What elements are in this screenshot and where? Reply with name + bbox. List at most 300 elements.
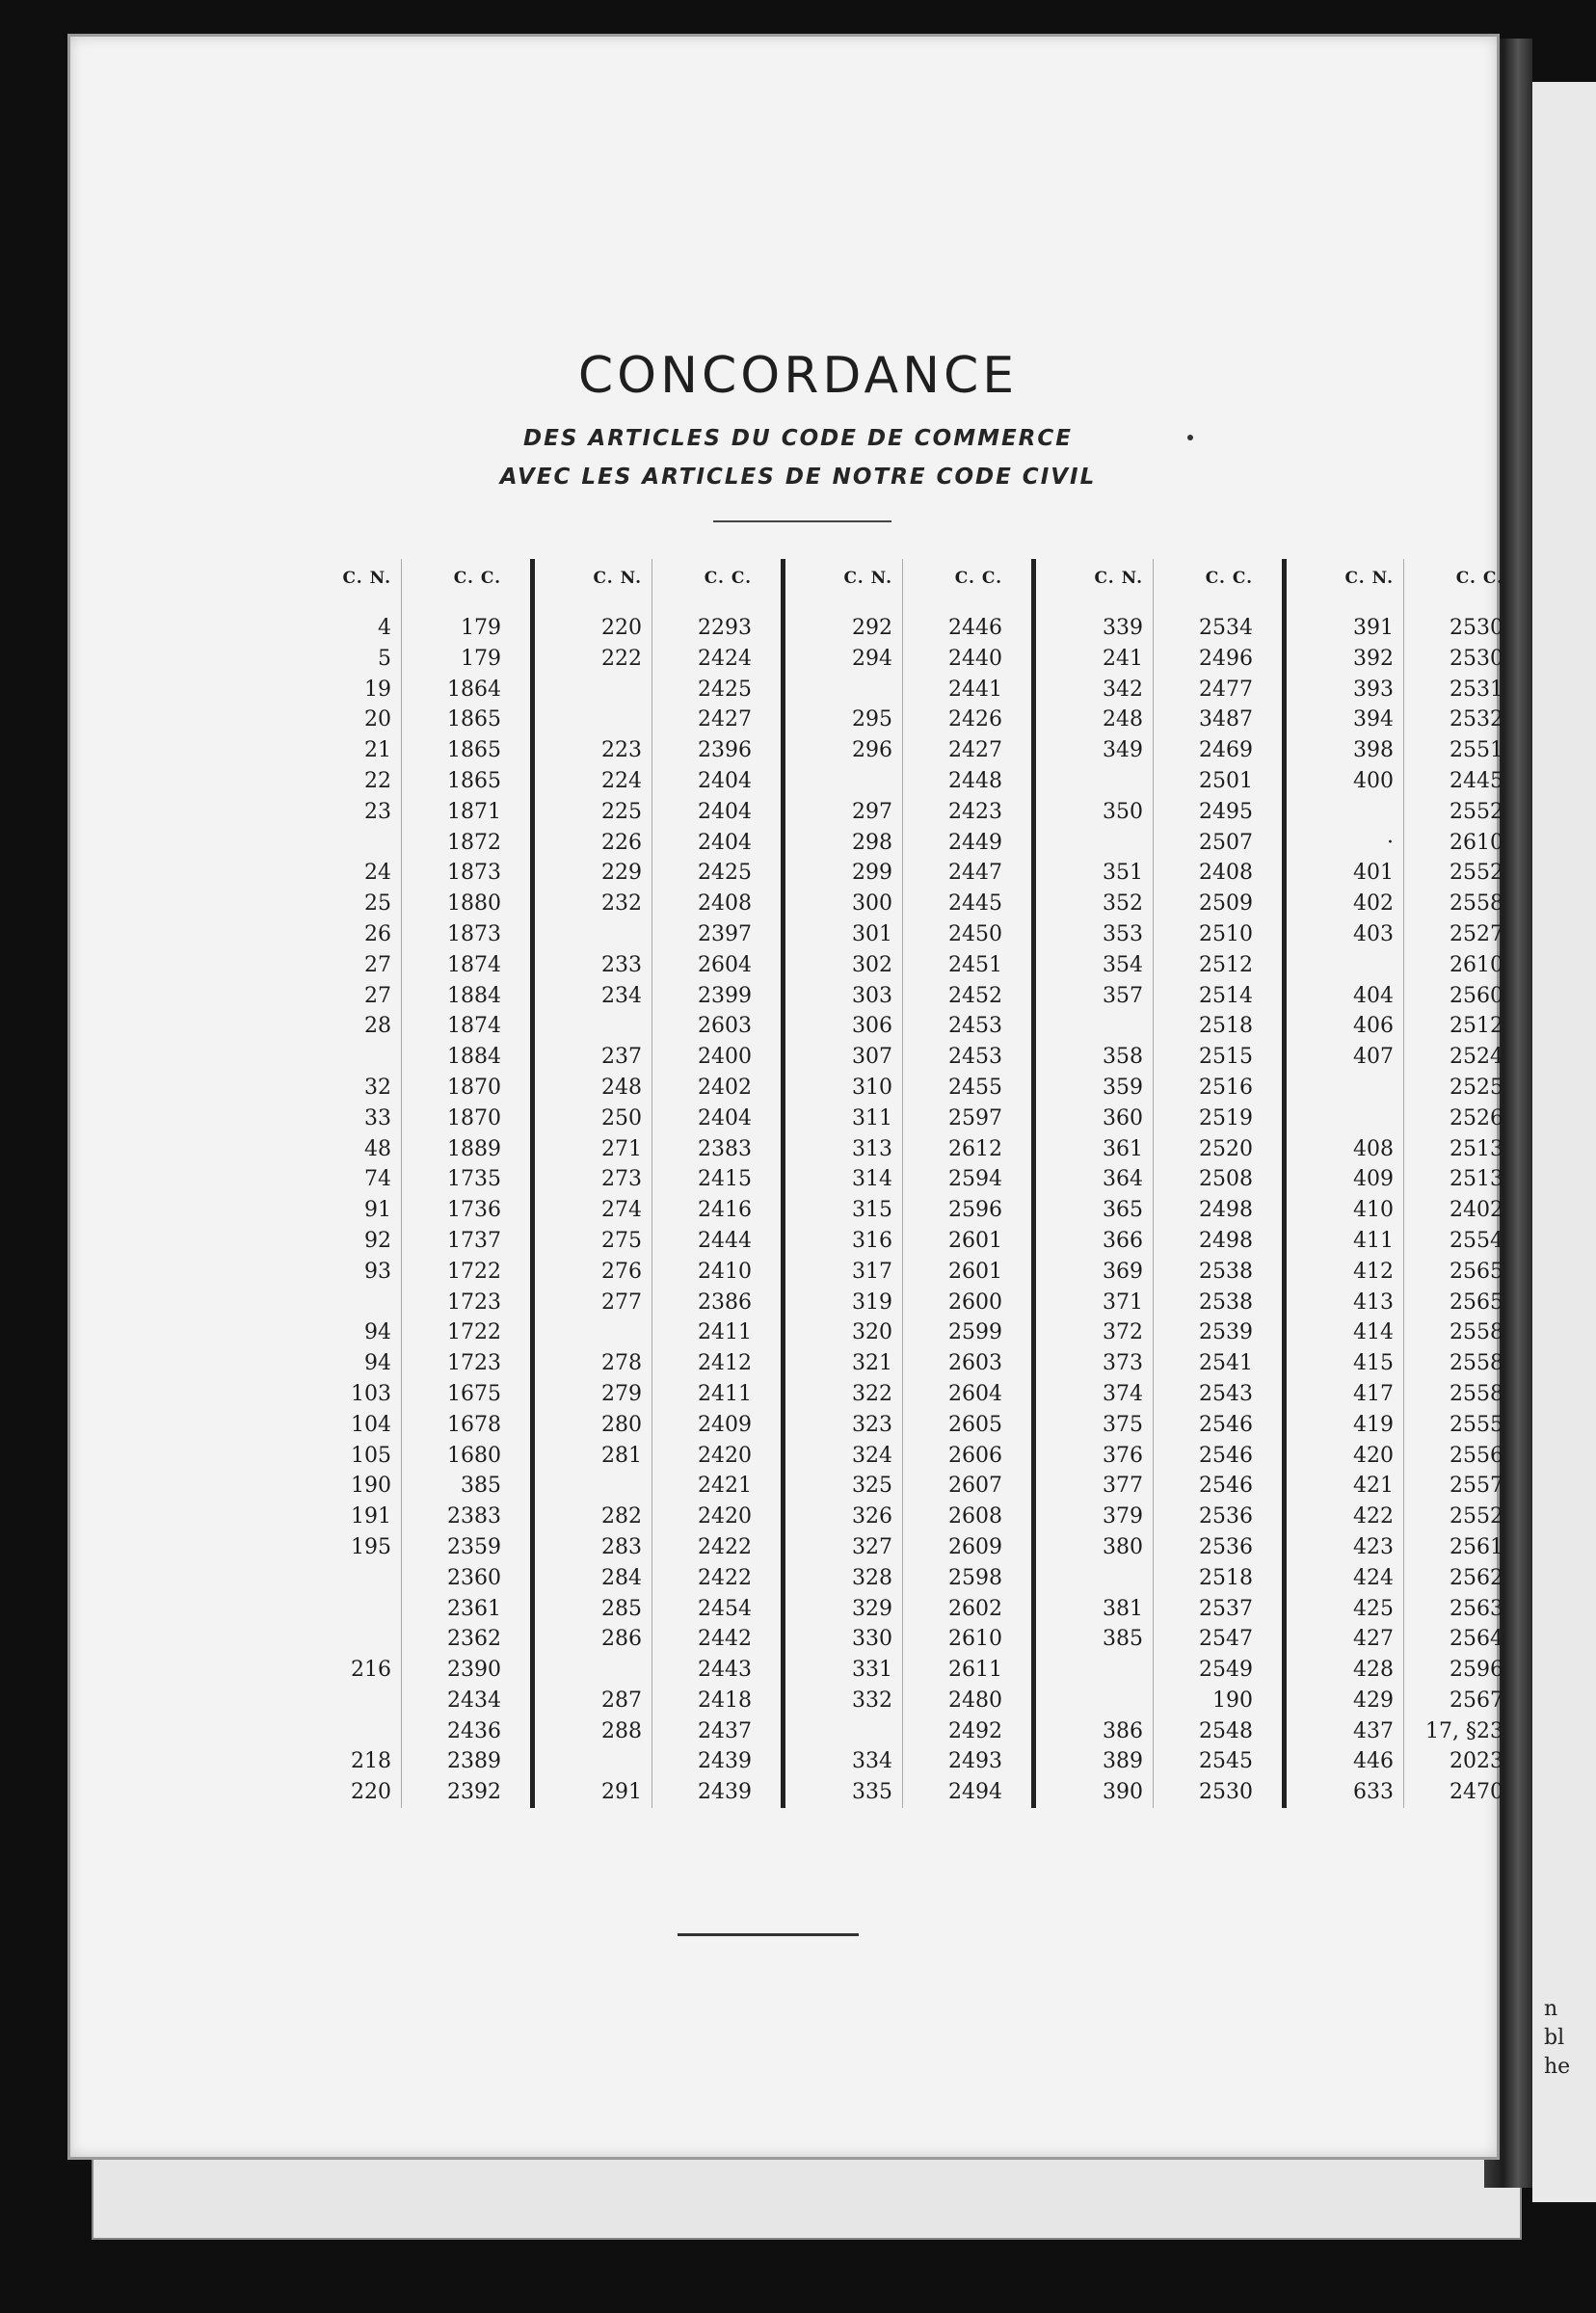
table-cell: 21 [364, 738, 391, 763]
table-cell: 1889 [447, 1136, 501, 1161]
table-cell: 2411 [698, 1381, 752, 1406]
table-cell: 2439 [698, 1749, 752, 1774]
table-cell: 2408 [698, 891, 752, 917]
table-cell: 2599 [948, 1320, 1002, 1345]
table-cell: 2469 [1199, 738, 1253, 763]
table-cell: 2386 [698, 1289, 752, 1315]
table-cell: 339 [1103, 616, 1143, 640]
table-cell: · [1387, 830, 1394, 855]
column-header: C. C. [453, 569, 501, 588]
table-cell: 326 [852, 1504, 892, 1529]
table-cell: 2508 [1199, 1167, 1253, 1192]
column-group [530, 559, 781, 1808]
table-cell: 285 [601, 1596, 642, 1621]
table-cell: 300 [852, 891, 892, 917]
table-cell: 283 [601, 1534, 642, 1559]
subtitle-line-1: DES ARTICLES DU CODE DE COMMERCE [523, 426, 1073, 451]
table-cell: 2546 [1199, 1443, 1253, 1468]
table-cell: 1678 [447, 1412, 501, 1437]
column-group [284, 559, 530, 1808]
table-cell: 357 [1103, 983, 1143, 1008]
table-cell [1044, 1686, 1143, 1716]
table-cell: 2404 [698, 830, 752, 855]
table-cell: 2530 [1450, 616, 1503, 640]
table-cell: 325 [852, 1474, 892, 1499]
table-cell: 3487 [1199, 707, 1253, 732]
table-cell: 2415 [698, 1167, 752, 1192]
column-header: C. N. [1344, 569, 1394, 588]
table-cell: 2409 [698, 1412, 752, 1437]
code-civil-column [1403, 559, 1525, 1808]
table-cell: 2422 [698, 1565, 752, 1590]
table-cell: 1680 [447, 1443, 501, 1468]
table-cell: 222 [601, 646, 642, 671]
table-cell: 2493 [948, 1749, 1002, 1774]
table-cell: 2495 [1199, 799, 1253, 824]
table-cell: 2541 [1199, 1351, 1253, 1376]
table-cell: 391 [1353, 616, 1394, 640]
table-cell: 2383 [698, 1136, 752, 1161]
table-cell: 278 [601, 1351, 642, 1376]
table-cell: 2562 [1450, 1565, 1503, 1590]
table-cell: 2390 [447, 1658, 501, 1683]
table-cell [543, 1011, 642, 1042]
table-cell: 2362 [447, 1627, 501, 1652]
table-cell: 354 [1103, 952, 1143, 977]
table-cell: 2501 [1199, 768, 1253, 793]
table-cell: 2399 [698, 983, 752, 1008]
table-cell: 2492 [948, 1718, 1002, 1743]
table-cell: 190 [1212, 1688, 1253, 1713]
table-cell: 2558 [1450, 1320, 1503, 1345]
table-cell: 389 [1103, 1749, 1143, 1774]
table-cell: 2446 [948, 616, 1002, 640]
table-cell: 403 [1353, 921, 1394, 946]
table-cell: 1735 [447, 1167, 501, 1192]
table-cell: 276 [601, 1259, 642, 1284]
table-cell: 2424 [698, 646, 752, 671]
table-cell: 413 [1353, 1289, 1394, 1315]
table-cell: 2600 [948, 1289, 1002, 1315]
table-cell: 2412 [698, 1351, 752, 1376]
table-cell: 2524 [1450, 1045, 1503, 1070]
table-cell: 2507 [1199, 830, 1253, 855]
table-cell: 2494 [948, 1780, 1002, 1805]
table-cell: 2420 [698, 1443, 752, 1468]
table-cell: 2425 [698, 677, 752, 702]
table-cell [793, 766, 892, 797]
table-cell: 428 [1353, 1658, 1394, 1683]
table-cell: 281 [601, 1443, 642, 1468]
table-cell: 2454 [698, 1596, 752, 1621]
subtitle-line-2: AVEC LES ARTICLES DE NOTRE CODE CIVIL [499, 465, 1097, 490]
table-cell: 358 [1103, 1045, 1143, 1070]
column-group [781, 559, 1031, 1808]
table-cell: 2426 [948, 707, 1002, 732]
table-cell: 1675 [447, 1381, 501, 1406]
table-cell: 316 [852, 1228, 892, 1253]
table-cell: 2604 [948, 1381, 1002, 1406]
table-cell: 320 [852, 1320, 892, 1345]
table-cell: 275 [601, 1228, 642, 1253]
table-cell: 2546 [1199, 1412, 1253, 1437]
table-cell: 2449 [948, 830, 1002, 855]
table-cell: 250 [601, 1105, 642, 1130]
table-cell: 411 [1353, 1228, 1394, 1253]
table-cell: 315 [852, 1198, 892, 1223]
page-title: CONCORDANCE [577, 347, 1019, 405]
table-cell: 2360 [447, 1565, 501, 1590]
table-cell: 220 [351, 1780, 391, 1805]
table-cell: 284 [601, 1565, 642, 1590]
table-cell: 398 [1353, 738, 1394, 763]
table-cell: 322 [852, 1381, 892, 1406]
table-cell: 372 [1103, 1320, 1143, 1345]
table-cell: 327 [852, 1534, 892, 1559]
table-cell: 2526 [1450, 1105, 1503, 1130]
table-cell: 1884 [447, 1045, 501, 1070]
table-cell: 2554 [1450, 1228, 1503, 1253]
table-cell: 2470 [1450, 1780, 1503, 1805]
table-cell: 1723 [447, 1351, 501, 1376]
table-cell: 282 [601, 1504, 642, 1529]
table-cell: 2404 [698, 768, 752, 793]
table-cell: 277 [601, 1289, 642, 1315]
table-cell: 1884 [447, 983, 501, 1008]
table-cell: 2445 [948, 891, 1002, 917]
table-cell: 2514 [1199, 983, 1253, 1008]
table-cell: 2447 [948, 861, 1002, 886]
table-cell [292, 1716, 391, 1747]
speck-mark [1187, 435, 1193, 440]
table-cell: 1865 [447, 768, 501, 793]
table-cell: 91 [364, 1198, 391, 1223]
table-cell: 390 [1103, 1780, 1143, 1805]
table-cell: 233 [601, 952, 642, 977]
table-cell: 2606 [948, 1443, 1002, 1468]
table-cell: 1722 [447, 1320, 501, 1345]
table-cell: 374 [1103, 1381, 1143, 1406]
table-cell: 2516 [1199, 1075, 1253, 1100]
table-cell: 2558 [1450, 891, 1503, 917]
code-civil-column [902, 559, 1024, 1808]
table-cell [543, 1317, 642, 1348]
table-cell: 349 [1103, 738, 1143, 763]
table-cell: 2418 [698, 1688, 752, 1713]
table-cell: 2513 [1450, 1167, 1503, 1192]
table-cell: 303 [852, 983, 892, 1008]
table-cell: 415 [1353, 1351, 1394, 1376]
table-cell: 410 [1353, 1198, 1394, 1223]
table-cell: 27 [364, 983, 391, 1008]
title-divider [713, 520, 891, 522]
table-cell: 2598 [948, 1565, 1002, 1590]
table-cell [1044, 828, 1143, 859]
table-cell: 313 [852, 1136, 892, 1161]
table-cell: 2530 [1450, 646, 1503, 671]
neighbor-text-line: n [1544, 1997, 1558, 2021]
code-napoleon-column [1294, 559, 1403, 1808]
table-cell: 2397 [698, 921, 752, 946]
table-cell: 274 [601, 1198, 642, 1223]
table-cell [292, 1594, 391, 1625]
table-cell: 2558 [1450, 1351, 1503, 1376]
table-cell: 301 [852, 921, 892, 946]
table-cell: 412 [1353, 1259, 1394, 1284]
table-cell: 2567 [1450, 1688, 1503, 1713]
table-cell: 409 [1353, 1167, 1394, 1192]
table-cell: 2452 [948, 983, 1002, 1008]
table-cell: 295 [852, 707, 892, 732]
table-cell: 2537 [1199, 1596, 1253, 1621]
table-cell: 2556 [1450, 1443, 1503, 1468]
table-cell: 369 [1103, 1259, 1143, 1284]
table-cell: 359 [1103, 1075, 1143, 1100]
table-cell: 2383 [447, 1504, 501, 1529]
table-cell: 1873 [447, 861, 501, 886]
table-cell: 329 [852, 1596, 892, 1621]
table-cell: 19 [364, 677, 391, 702]
table-cell: 364 [1103, 1167, 1143, 1192]
table-cell: 1864 [447, 677, 501, 702]
table-cell: 2498 [1199, 1228, 1253, 1253]
table-cell: 331 [852, 1658, 892, 1683]
column-header: C. C. [954, 569, 1002, 588]
table-cell: 2551 [1450, 738, 1503, 763]
table-cell: 1872 [447, 830, 501, 855]
table-cell: 234 [601, 983, 642, 1008]
table-cell: 2605 [948, 1412, 1002, 1437]
table-cell: 104 [351, 1412, 391, 1437]
table-cell: 218 [351, 1749, 391, 1774]
table-cell: 2543 [1199, 1381, 1253, 1406]
table-cell: 2396 [698, 738, 752, 763]
table-cell: 2610 [1450, 830, 1503, 855]
table-cell: 23 [364, 799, 391, 824]
column-group [1031, 559, 1282, 1808]
code-napoleon-column [793, 559, 902, 1808]
table-cell: 2518 [1199, 1014, 1253, 1039]
table-cell: 2609 [948, 1534, 1002, 1559]
table-cell: 27 [364, 952, 391, 977]
table-cell: 2538 [1199, 1259, 1253, 1284]
table-cell: 288 [601, 1718, 642, 1743]
table-cell: 33 [364, 1105, 391, 1130]
table-cell: 2434 [447, 1688, 501, 1713]
table-cell: 2515 [1199, 1045, 1253, 1070]
table-cell: 317 [852, 1259, 892, 1284]
table-cell: 381 [1103, 1596, 1143, 1621]
table-cell: 1874 [447, 952, 501, 977]
table-cell: 179 [461, 616, 501, 640]
table-cell: 2608 [948, 1504, 1002, 1529]
neighbor-page-text [1544, 1995, 1570, 2082]
table-cell: 2509 [1199, 891, 1253, 917]
table-cell: 25 [364, 891, 391, 917]
table-cell: 342 [1103, 677, 1143, 702]
table-cell: 2563 [1450, 1596, 1503, 1621]
table-cell: 287 [601, 1688, 642, 1713]
table-cell: 417 [1353, 1381, 1394, 1406]
table-cell: 1870 [447, 1075, 501, 1100]
table-cell: 2451 [948, 952, 1002, 977]
table-cell: 406 [1353, 1014, 1394, 1039]
table-cell: 365 [1103, 1198, 1143, 1223]
table-cell: 2512 [1199, 952, 1253, 977]
table-cell: 334 [852, 1749, 892, 1774]
table-cell [793, 1716, 892, 1747]
table-cell: 2480 [948, 1688, 1002, 1713]
table-cell: 2437 [698, 1718, 752, 1743]
table-cell [543, 675, 642, 705]
table-cell: 190 [351, 1474, 391, 1499]
table-cell: 2597 [948, 1105, 1002, 1130]
column-header: C. N. [593, 569, 642, 588]
table-cell: 393 [1353, 677, 1394, 702]
table-cell: 408 [1353, 1136, 1394, 1161]
table-cell: 103 [351, 1381, 391, 1406]
table-cell: 92 [364, 1228, 391, 1253]
table-cell: 291 [601, 1780, 642, 1805]
table-cell: 2402 [1450, 1198, 1503, 1223]
table-cell: 1874 [447, 1014, 501, 1039]
table-cell: 1723 [447, 1289, 501, 1315]
table-cell: 2596 [1450, 1658, 1503, 1683]
table-cell: 330 [852, 1627, 892, 1652]
table-cell: 2552 [1450, 799, 1503, 824]
table-cell: 2411 [698, 1320, 752, 1345]
table-cell: 292 [852, 616, 892, 640]
table-cell: 2538 [1199, 1289, 1253, 1315]
table-cell: 191 [351, 1504, 391, 1529]
table-cell: 2513 [1450, 1136, 1503, 1161]
table-cell [1044, 1011, 1143, 1042]
table-cell: 2400 [698, 1045, 752, 1070]
table-cell: 224 [601, 768, 642, 793]
table-cell: 2392 [447, 1780, 501, 1805]
table-cell: 350 [1103, 799, 1143, 824]
neighbor-text-line: bl [1544, 2026, 1565, 2050]
table-cell: 360 [1103, 1105, 1143, 1130]
table-cell: 2444 [698, 1228, 752, 1253]
table-cell: 2427 [698, 707, 752, 732]
table-cell: 2601 [948, 1259, 1002, 1284]
table-cell: 2453 [948, 1045, 1002, 1070]
table-cell: 422 [1353, 1504, 1394, 1529]
table-cell: 437 [1353, 1718, 1394, 1743]
table-cell: 351 [1103, 861, 1143, 886]
table-cell [543, 919, 642, 950]
table-cell: 1736 [447, 1198, 501, 1223]
column-header: C. C. [704, 569, 752, 588]
table-cell [1294, 1073, 1394, 1103]
table-cell: 2404 [698, 1105, 752, 1130]
table-cell: 429 [1353, 1688, 1394, 1713]
table-cell: 2547 [1199, 1627, 1253, 1652]
column-header: C. N. [843, 569, 892, 588]
table-cell: 2594 [948, 1167, 1002, 1192]
table-cell: 226 [601, 830, 642, 855]
table-cell: 279 [601, 1381, 642, 1406]
table-cell: 332 [852, 1688, 892, 1713]
bottom-divider [678, 1933, 859, 1936]
table-cell: 375 [1103, 1412, 1143, 1437]
table-cell: 2440 [948, 646, 1002, 671]
table-cell: 48 [364, 1136, 391, 1161]
table-cell [292, 1042, 391, 1073]
table-cell: 2293 [698, 616, 752, 640]
table-cell: 424 [1353, 1565, 1394, 1590]
table-cell: 319 [852, 1289, 892, 1315]
table-cell: 427 [1353, 1627, 1394, 1652]
table-cell: 2603 [698, 1014, 752, 1039]
table-cell: 377 [1103, 1474, 1143, 1499]
table-cell: 17, §23 [1425, 1718, 1503, 1743]
table-cell: 2450 [948, 921, 1002, 946]
table-cell: 400 [1353, 768, 1394, 793]
table-cell: 2565 [1450, 1289, 1503, 1315]
table-cell: 24 [364, 861, 391, 886]
table-cell: 2545 [1199, 1749, 1253, 1774]
table-cell: 2548 [1199, 1718, 1253, 1743]
table-cell: 414 [1353, 1320, 1394, 1345]
table-cell: 2455 [948, 1075, 1002, 1100]
table-cell: 2519 [1199, 1105, 1253, 1130]
table-cell [292, 828, 391, 859]
column-header: C. C. [1455, 569, 1503, 588]
table-cell: 2448 [948, 768, 1002, 793]
concordance-table [284, 559, 1532, 1808]
table-cell: 328 [852, 1565, 892, 1590]
column-header: C. C. [1205, 569, 1253, 588]
table-cell: 379 [1103, 1504, 1143, 1529]
table-cell [543, 1655, 642, 1686]
table-cell: 2530 [1199, 1780, 1253, 1805]
table-cell: 296 [852, 738, 892, 763]
table-cell: 2421 [698, 1474, 752, 1499]
table-cell: 2023 [1450, 1749, 1503, 1774]
table-cell: 2361 [447, 1596, 501, 1621]
table-cell: 2557 [1450, 1474, 1503, 1499]
table-cell: 1873 [447, 921, 501, 946]
table-cell: 20 [364, 707, 391, 732]
table-cell: 2536 [1199, 1504, 1253, 1529]
table-cell: 94 [364, 1351, 391, 1376]
table-cell: 311 [852, 1105, 892, 1130]
table-cell: 195 [351, 1534, 391, 1559]
table-cell: 407 [1353, 1045, 1394, 1070]
table-cell: 2496 [1199, 646, 1253, 671]
table-cell: 2410 [698, 1259, 752, 1284]
table-cell: 361 [1103, 1136, 1143, 1161]
table-cell: 32 [364, 1075, 391, 1100]
table-cell: 366 [1103, 1228, 1143, 1253]
column-header: C. N. [342, 569, 391, 588]
table-cell: 2536 [1199, 1534, 1253, 1559]
table-cell: 421 [1353, 1474, 1394, 1499]
table-cell [543, 1746, 642, 1777]
table-cell: 2532 [1450, 707, 1503, 732]
table-cell: 2555 [1450, 1412, 1503, 1437]
table-cell: 297 [852, 799, 892, 824]
table-cell: 302 [852, 952, 892, 977]
table-cell [1294, 797, 1394, 828]
code-napoleon-column [543, 559, 652, 1808]
table-cell: 1871 [447, 799, 501, 824]
table-cell: 2604 [698, 952, 752, 977]
table-cell: 248 [601, 1075, 642, 1100]
table-cell: 5 [378, 646, 391, 671]
